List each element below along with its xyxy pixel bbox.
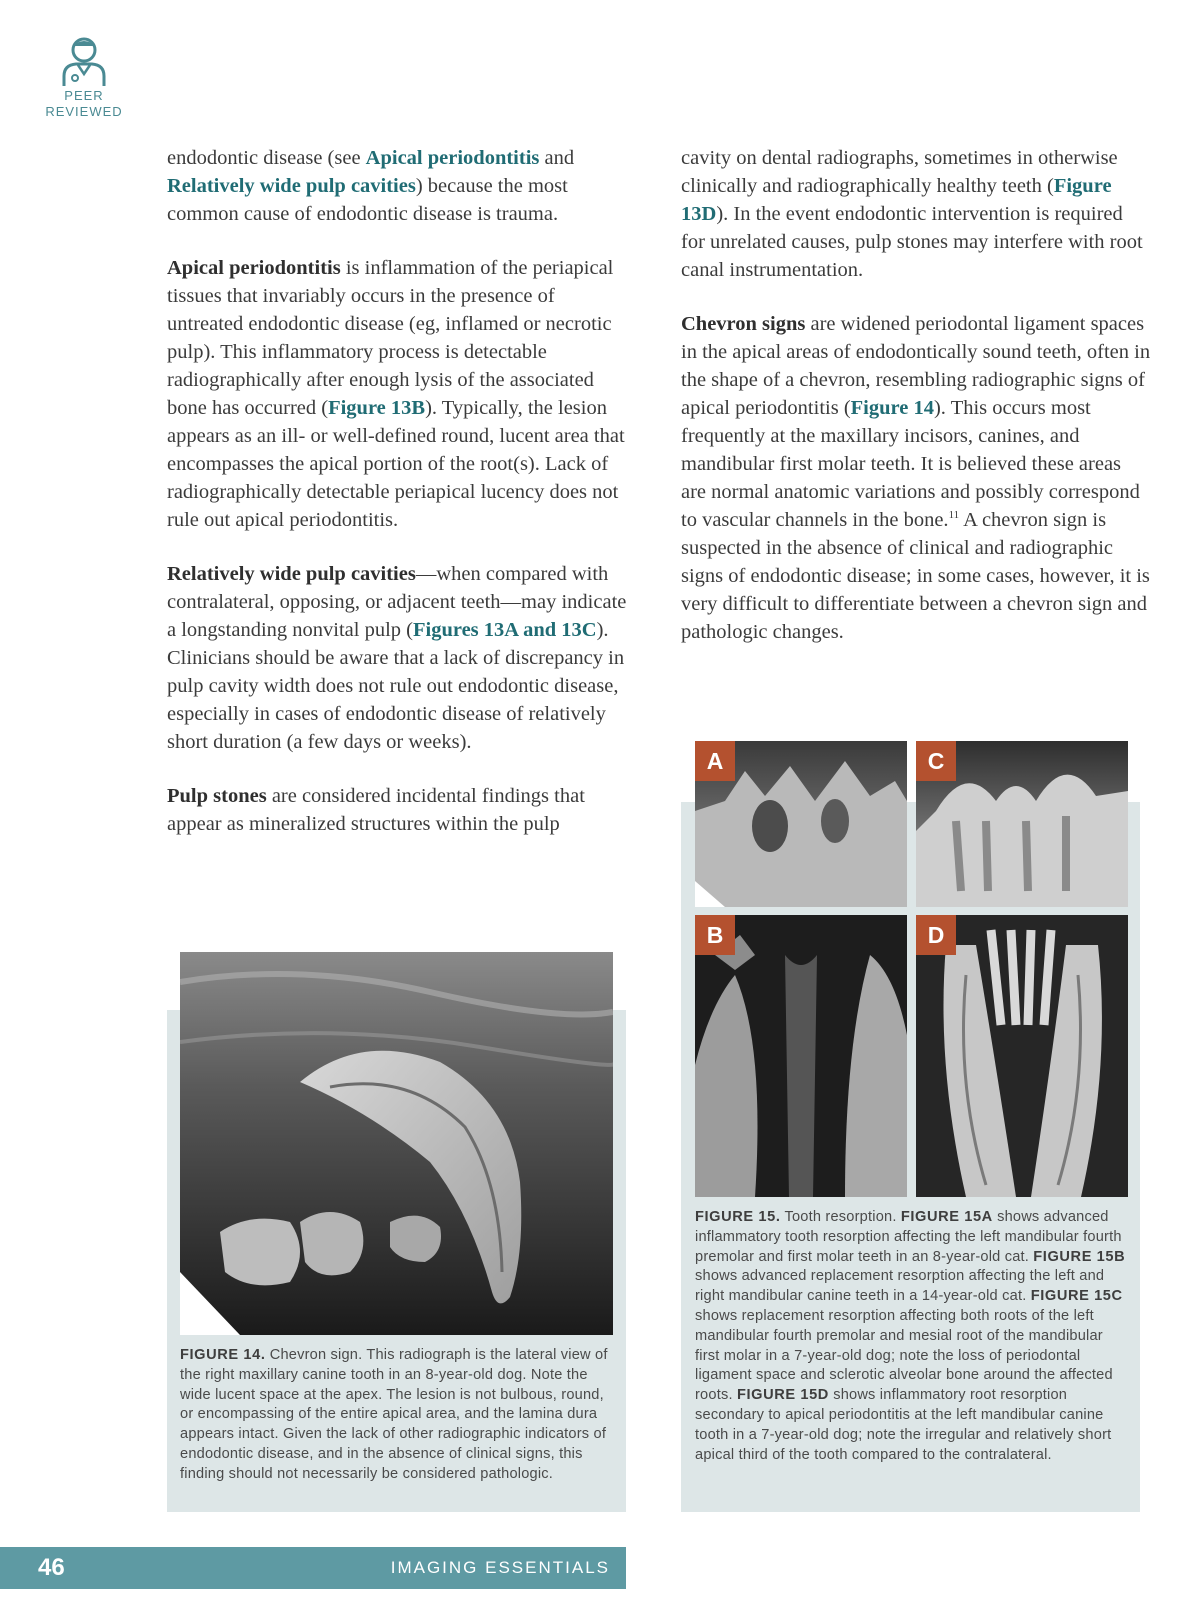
link-relatively-wide-pulp-cavities[interactable]: Relatively wide pulp cavities bbox=[167, 175, 416, 197]
figure-14-caption bbox=[180, 1346, 616, 1485]
figure-15-caption bbox=[695, 1208, 1130, 1465]
figure-15d-radiograph bbox=[916, 915, 1128, 1197]
figure-15-label: FIGURE 15. bbox=[695, 1209, 781, 1225]
figure-15-caption-text: shows advanced inflammatory tooth resorption affecting the left mandibular fourth premolar and first molar teeth in an 8-year-old cat. bbox=[695, 1209, 1122, 1265]
term-relatively-wide-pulp-cavities: Relatively wide pulp cavities bbox=[167, 563, 416, 585]
text: ). Clinicians should be aware that a lack of discrepancy in pulp cavity width does not rule out endodontic disease, especially in cases of endodontic disease of relatively short duration (a few days or weeks). bbox=[167, 619, 625, 753]
text: cavity on dental radiographs, sometimes in otherwise clinically and radiographically healthy teeth ( bbox=[681, 147, 1118, 197]
figure-15-caption-text: shows advanced replacement resorption affecting the left and right mandibular canine teeth in a 14-year-old cat. bbox=[695, 1268, 1105, 1305]
text: are widened periodontal ligament spaces in the apical areas of endodontically sound teeth, often in the shape of a chevron, resembling radiographic signs of apical periodontitis ( bbox=[681, 313, 1151, 419]
link-figure-13d[interactable]: Figure 13D bbox=[681, 175, 1112, 225]
text: A chevron sign is suspected in the absence of clinical and radiographic signs of endodontic disease; in some cases, however, it is very difficult to differentiate between a chevron sign and pathologic changes. bbox=[681, 509, 1150, 643]
doctor-icon bbox=[58, 34, 110, 88]
paragraph-pulp-stones-continued bbox=[681, 144, 1151, 284]
link-figure-14[interactable]: Figure 14 bbox=[850, 397, 934, 419]
figure-15b-label: FIGURE 15B bbox=[1033, 1248, 1126, 1265]
figure-15-tag-b: B bbox=[695, 915, 735, 955]
text: ). In the event endodontic intervention is required for unrelated causes, pulp stones may interfere with root canal instrumentation. bbox=[681, 203, 1143, 281]
figure-15c-label: FIGURE 15C bbox=[1030, 1288, 1123, 1305]
right-column bbox=[681, 144, 1151, 672]
text: is inflammation of the periapical tissues that invariably occurs in the presence of untreated endodontic disease (eg, inflamed or necrotic pulp). This inflammatory process is detectable radiographically after enough lysis of the associated bone has occurred ( bbox=[167, 257, 614, 419]
figure-15a-label: FIGURE 15A bbox=[900, 1209, 993, 1225]
paragraph-pulp-stones bbox=[167, 782, 627, 838]
figure-15-caption-text: Tooth resorption. bbox=[780, 1209, 901, 1225]
figure-15-tag-c: C bbox=[916, 741, 956, 781]
text: ) because the most common cause of endodontic disease is trauma. bbox=[167, 175, 568, 225]
paragraph-chevron-signs bbox=[681, 310, 1151, 646]
badge-line-2: REVIEWED bbox=[45, 104, 123, 119]
left-column bbox=[167, 144, 627, 864]
link-figures-13a-13c[interactable]: Figures 13A and 13C bbox=[412, 619, 597, 641]
text: endodontic disease (see bbox=[167, 147, 366, 169]
badge-line-1: PEER bbox=[64, 88, 104, 103]
figure-15-caption-text: shows replacement resorption affecting both roots of the left mandibular fourth premolar and mesial root of the mandibular first molar in a 7-year-old dog; note the loss of periodontal ligament space and sclerotic alveolar bone around the affected roots. bbox=[695, 1307, 1113, 1404]
figure-15-tag-a: A bbox=[695, 741, 735, 781]
text: ). Typically, the lesion appears as an ill- or well-defined round, lucent area that encompasses the apical portion of the root(s). Lack of radiographically detectable periapical lucency does not rule out apical periodontitis. bbox=[167, 397, 625, 531]
text: —when compared with contralateral, opposing, or adjacent teeth—may indicate a longstanding nonvital pulp ( bbox=[167, 563, 627, 641]
link-figure-13b[interactable]: Figure 13B bbox=[328, 397, 426, 419]
text: ). This occurs most frequently at the maxillary incisors, canines, and mandibular first molar teeth. It is believed these areas are normal anatomic variations and possibly correspond to vascular channels in the bone. bbox=[681, 397, 1140, 531]
figure-15-caption-text: shows inflammatory root resorption secondary to apical periodontitis at the left mandibular canine tooth in a 7-year-old dog; note the irregular and relatively short apical third of the tooth compared to the contralateral. bbox=[695, 1387, 1112, 1463]
figure-15-tag-d: D bbox=[916, 915, 956, 955]
term-apical-periodontitis: Apical periodontitis bbox=[167, 257, 341, 279]
text: and bbox=[539, 147, 575, 169]
paragraph-wide-pulp-cavities bbox=[167, 560, 627, 756]
figure-14-label: FIGURE 14. bbox=[180, 1347, 266, 1363]
section-name: IMAGING ESSENTIALS bbox=[390, 1558, 610, 1577]
figure-14-caption-text: Chevron sign. This radiograph is the lateral view of the right maxillary canine tooth in an 8-year-old dog. Note the wide lucent space at the apex. The lesion is not bulbous, round, or encompassing of the entire apical area, and the lamina dura appears intact. Given the lack of other radiographic indicators of endodontic disease, and in the absence of clinical signs, this finding should not necessarily be considered pathologic. bbox=[180, 1347, 608, 1482]
figure-15a-radiograph bbox=[695, 741, 907, 907]
figure-15b-radiograph bbox=[695, 915, 907, 1197]
figure-14-radiograph bbox=[180, 952, 613, 1335]
term-pulp-stones: Pulp stones bbox=[167, 785, 267, 807]
paragraph-endodontic-intro bbox=[167, 144, 627, 228]
figure-15c-radiograph bbox=[916, 741, 1128, 907]
term-chevron-signs: Chevron signs bbox=[681, 313, 806, 335]
page-number: 46 bbox=[38, 1554, 65, 1581]
paragraph-apical-periodontitis bbox=[167, 254, 627, 534]
text: are considered incidental findings that appear as mineralized structures within the pulp bbox=[167, 785, 585, 835]
citation-superscript: 11 bbox=[948, 509, 960, 522]
figure-15d-label: FIGURE 15D bbox=[736, 1387, 829, 1404]
peer-reviewed-badge bbox=[38, 34, 130, 120]
link-apical-periodontitis[interactable]: Apical periodontitis bbox=[365, 147, 540, 169]
